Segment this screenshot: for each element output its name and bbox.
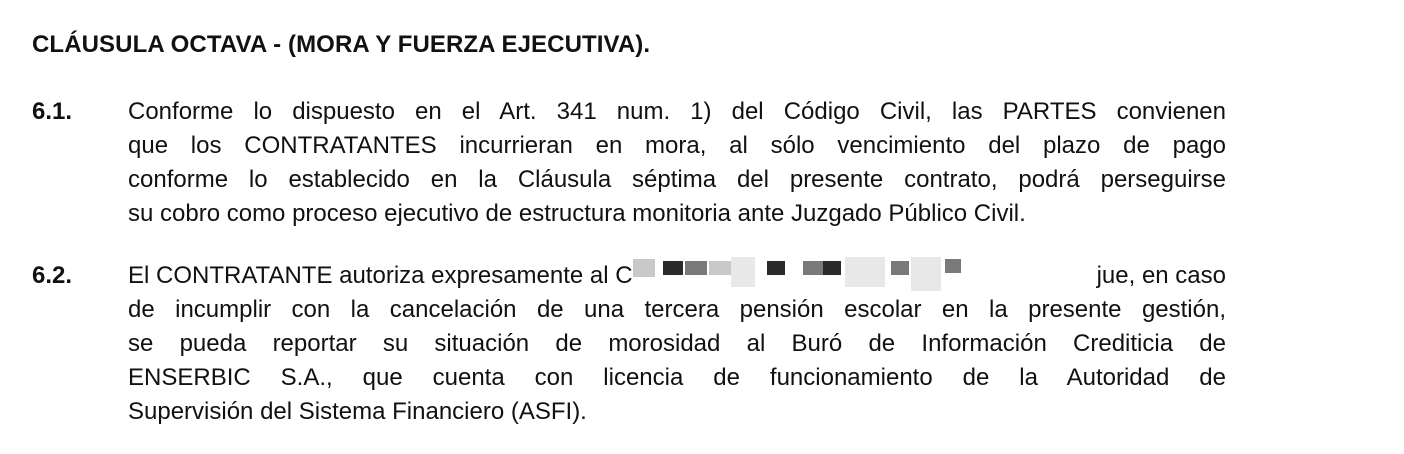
- clause-line: que los CONTRATANTES incurrieran en mora, al sólo vencimiento del plazo de pago: [128, 132, 1226, 159]
- clause-line: ENSERBIC S.A., que cuenta con licencia de funcionamiento de la Autoridad de: [128, 364, 1226, 391]
- clause-number: 6.1.: [32, 98, 73, 125]
- clause-line: se pueda reportar su situación de morosidad al Buró de Información Crediticia de: [128, 330, 1226, 357]
- clause-body: [128, 259, 1226, 429]
- clause-number: 6.2.: [32, 262, 73, 289]
- clause-line: [128, 259, 1226, 293]
- redacted-region: [633, 255, 977, 293]
- clause-line: Supervisión del Sistema Financiero (ASFI).: [128, 398, 587, 425]
- clause-body: [128, 95, 1226, 231]
- clause-line: Conforme lo dispuesto en el Art. 341 num. 1) del Código Civil, las PARTES convienen: [128, 98, 1226, 125]
- clause-text-after-redaction: jue, en caso: [1096, 262, 1226, 289]
- clause-text-before-redaction: El CONTRATANTE autoriza expresamente al C: [128, 262, 633, 289]
- clause-heading: CLÁUSULA OCTAVA - (MORA Y FUERZA EJECUTIVA).: [32, 31, 651, 58]
- clause-line: conforme lo establecido en la Cláusula séptima del presente contrato, podrá perseguirse: [128, 166, 1226, 193]
- clause-line: de incumplir con la cancelación de una tercera pensión escolar en la presente gestión,: [128, 296, 1226, 323]
- clause-line: su cobro como proceso ejecutivo de estructura monitoria ante Juzgado Público Civil.: [128, 200, 1026, 227]
